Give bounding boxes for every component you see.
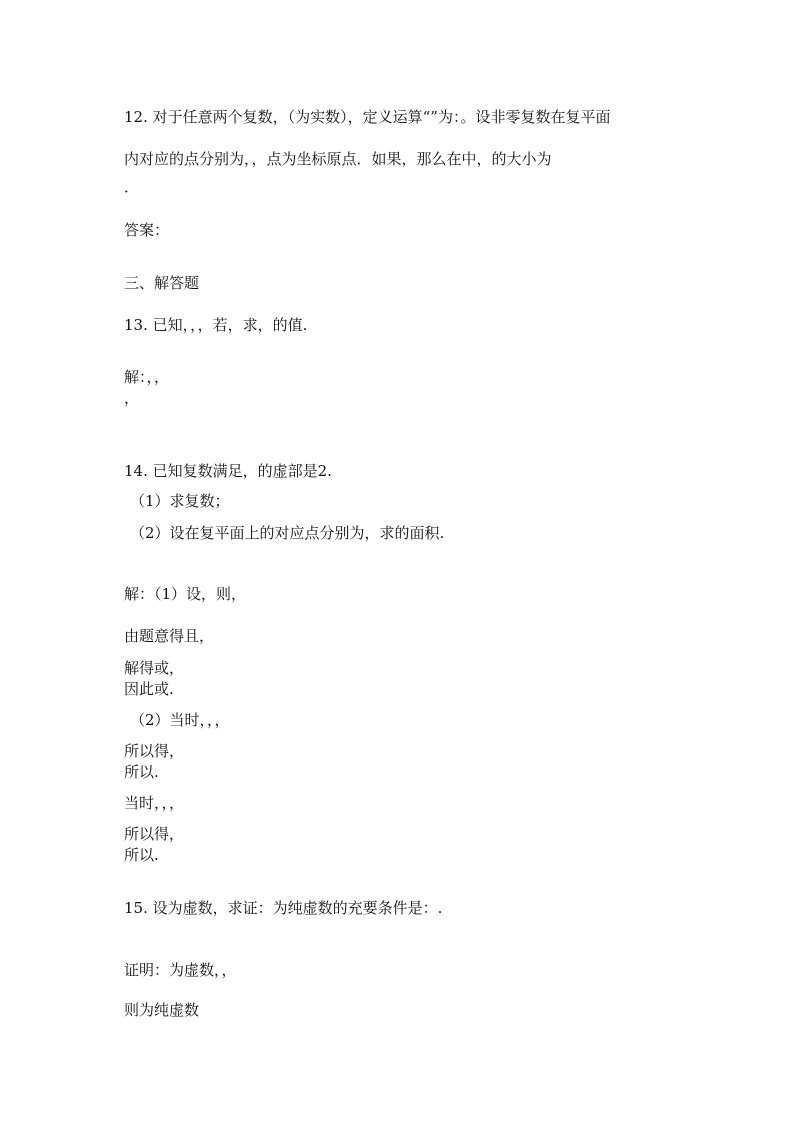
q12-line-1: 12. 对于任意两个复数，（为实数），定义运算“”为：。设非零复数在复平面 xyxy=(124,108,611,126)
section-heading: 三、解答题 xyxy=(124,274,200,292)
q14-question: 14. 已知复数满足，的虚部是2. xyxy=(124,462,332,480)
q14-part-2: （2）设在复平面上的对应点分别为，求的面积. xyxy=(130,524,445,542)
q14-solution-line-10: 所以. xyxy=(124,846,159,864)
q15-question: 15. 设为虚数，求证：为纯虚数的充要条件是：. xyxy=(124,899,443,917)
q12-answer: 答案： xyxy=(124,221,170,239)
q12-line-3: ． xyxy=(124,178,140,196)
q15-proof-line-1: 证明：为虚数，， xyxy=(124,961,237,979)
q13-solution-line-1: 解：，， xyxy=(124,368,170,386)
q14-solution-line-5: （2）当时，，， xyxy=(130,711,230,729)
q14-solution-line-7: 所以. xyxy=(124,763,159,781)
q14-part-1: （1）求复数； xyxy=(130,492,230,510)
q14-solution-line-1: 解：（1）设，则， xyxy=(124,585,247,603)
q14-solution-line-8: 当时，，， xyxy=(124,794,185,812)
q15-proof-line-2: 则为纯虚数 xyxy=(124,1001,200,1019)
q14-solution-line-6: 所以得， xyxy=(124,742,185,760)
q14-solution-line-2: 由题意得且， xyxy=(124,627,215,645)
q14-solution-line-3: 解得或， xyxy=(124,659,185,677)
q14-solution-line-9: 所以得， xyxy=(124,825,185,843)
q13-question: 13. 已知，，，若，求，的值. xyxy=(124,316,308,334)
q14-solution-line-4: 因此或. xyxy=(124,680,174,698)
q12-line-2: 内对应的点分别为，，点为坐标原点．如果，那么在中，的大小为 xyxy=(124,150,552,168)
q13-solution-line-2: ， xyxy=(124,389,140,407)
